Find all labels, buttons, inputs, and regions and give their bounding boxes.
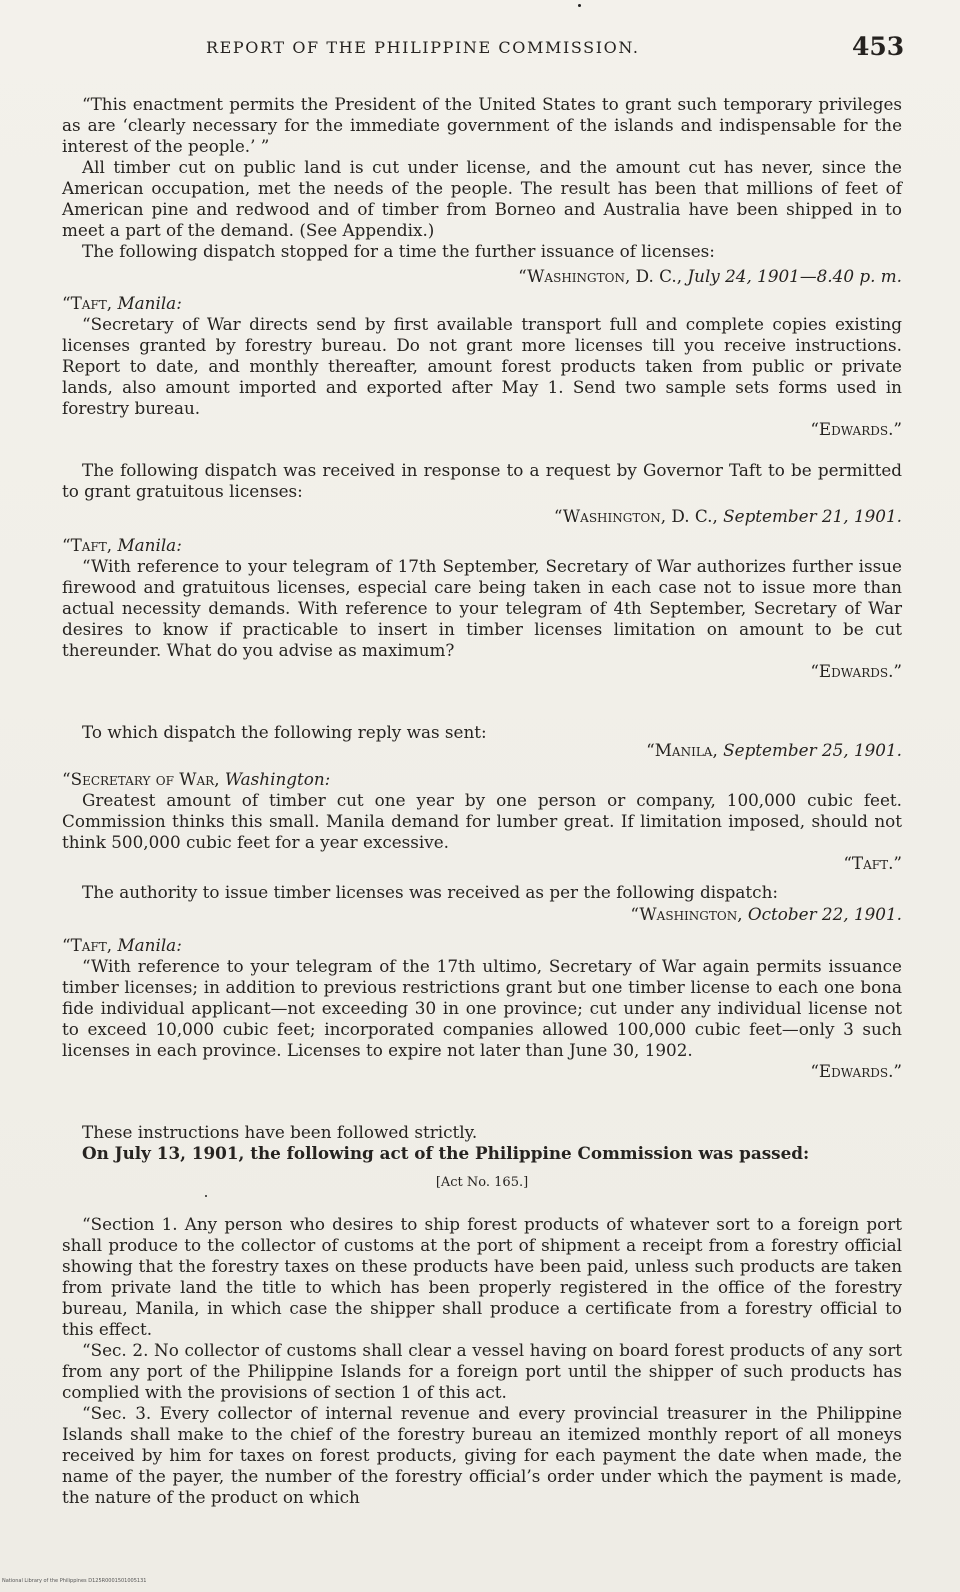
act-title: [Act No. 165.] <box>435 1175 529 1190</box>
dispatch-october-22 <box>62 904 902 1082</box>
address-place: Manila: <box>117 935 182 955</box>
dispatch-body: “Secretary of War directs send by first available transport full and complete copies existing licenses granted by forestry bureau. Do not grant more licenses till you receive instructions. Report to date, and monthly thereafter, amount forest products taken from public or private lands, also amount imported and exported after May 1. Send two sample sets forms used in forestry bureau. <box>62 314 902 418</box>
scan-speck <box>205 1195 207 1197</box>
paragraph-reply-intro: To which dispatch the following reply was sent: <box>82 722 487 742</box>
dateline-place: “Washington, <box>630 904 743 924</box>
dispatch-signature: “Edwards.” <box>810 1061 902 1081</box>
dateline-date: September 25, 1901. <box>723 740 902 760</box>
dispatch-september-21 <box>62 506 902 682</box>
dispatch-body: “With reference to your telegram of the 17th ultimo, Secretary of War again permits issuance timber licenses; in addition to previous restrictions grant but one timber license to each one bona fide individual applicant—not exceeding 30 in one province; cut under any individual license not to exceed 10,000 cubic feet; incorporated companies allowed 100,000 cubic feet—only 3 such licenses in each province. Licenses to expire not later than June 30, 1902. <box>62 956 902 1060</box>
dateline-date: July 24, 1901—8.40 p. m. <box>687 266 902 286</box>
paragraph-dispatch-intro: The following dispatch stopped for a time the further issuance of licenses: <box>82 241 715 261</box>
address-place: Manila: <box>117 535 182 555</box>
dispatch-address <box>62 293 902 314</box>
dispatch-address <box>62 935 902 956</box>
address-name: “Secretary of War, <box>62 769 220 789</box>
act-title-block <box>62 1172 902 1193</box>
act-section-2: “Sec. 2. No collector of customs shall clear a vessel having on board forest products of any sort from any port of the Philippine Islands for a foreign port until the shipper of such products has complied with the provisions of section 1 of this act. <box>62 1340 902 1402</box>
dispatch-dateline <box>62 904 902 925</box>
address-name: “Taft, <box>62 935 113 955</box>
dispatch-signature: “Edwards.” <box>810 661 902 681</box>
scan-speck <box>578 4 581 7</box>
dispatch-address <box>62 535 902 556</box>
running-head: REPORT OF THE PHILIPPINE COMMISSION. <box>206 38 640 57</box>
dateline-place: “Manila, <box>646 740 718 760</box>
dispatch-dateline <box>62 740 902 761</box>
paragraph-act-passed: On July 13, 1901, the following act of the Philippine Commission was passed: <box>82 1143 810 1163</box>
gratuitous-licenses-intro <box>62 460 902 502</box>
dispatch-address <box>62 769 902 790</box>
dispatch-july-24 <box>62 266 902 440</box>
dispatch-body: Greatest amount of timber cut one year by one person or company, 100,000 cubic feet. Commission thinks this small. Manila demand for lumber great. If limitation imposed, should not think 500,000 cubic feet for a year excessive. <box>62 790 902 852</box>
dispatch-dateline <box>62 506 902 527</box>
paragraph-timber-cut: All timber cut on public land is cut under license, and the amount cut has never, since the American occupation, met the needs of the people. The result has been that millions of feet of American pine and redwood and of timber from Borneo and Australia have been shipped in to meet a part of the demand. (See Appendix.) <box>62 157 902 240</box>
dateline-date: September 21, 1901. <box>723 506 902 526</box>
paragraph-authority: The authority to issue timber licenses was received as per the following dispatch: <box>82 882 779 902</box>
address-name: “Taft, <box>62 535 113 555</box>
archive-footer: National Library of the Philippines D125R0001501005131 <box>2 1578 147 1584</box>
dispatch-signature: “Taft.” <box>843 853 902 873</box>
dateline-place: “Washington, D. C., <box>518 266 683 286</box>
act-section-1: “Section 1. Any person who desires to ship forest products of whatever sort to a foreign port shall produce to the collector of customs at the port of shipment a receipt from a forestry official showing that the forestry taxes on these products have been paid, unless such products are taken from private land the title to which has been properly registered in the office of the forestry bureau, Manila, in which case the shipper shall produce a certificate from a forestry official to this effect. <box>62 1214 902 1339</box>
address-place: Washington: <box>224 769 331 789</box>
dispatch-september-25 <box>62 740 902 874</box>
address-place: Manila: <box>117 293 182 313</box>
dateline-place: “Washington, D. C., <box>553 506 718 526</box>
paragraph-instructions-followed: These instructions have been followed strictly. <box>82 1122 478 1142</box>
paragraph-gratuitous-request: The following dispatch was received in response to a request by Governor Taft to be permitted to grant gratuitous licenses: <box>62 460 902 501</box>
paragraph-enactment: “This enactment permits the President of the United States to grant such temporary privileges as are ‘clearly necessary for the immediate government of the islands and indispensable for the interest of the people.’ ” <box>62 94 902 156</box>
authority-intro <box>62 882 902 903</box>
dispatch-signature: “Edwards.” <box>810 419 902 439</box>
dispatch-dateline <box>62 266 902 287</box>
dispatch-body: “With reference to your telegram of 17th September, Secretary of War authorizes further issue firewood and gratuitous licenses, especial care being taken in each case not to issue more than actual necessity demands. With reference to your telegram of 4th September, Secretary of War desires to know if practicable to insert in timber licenses limitation on amount to be cut thereunder. What do you advise as maximum? <box>62 556 902 660</box>
act-sections <box>62 1214 902 1508</box>
address-name: “Taft, <box>62 293 113 313</box>
opening-section <box>62 94 902 262</box>
act-section-3: “Sec. 3. Every collector of internal revenue and every provincial treasurer in the Philippine Islands shall make to the chief of the forestry bureau an itemized monthly report of all moneys received by him for taxes on forest products, giving for each payment the date when made, the name of the payer, the number of the forestry official’s order under which the payment is made, the nature of the product on which <box>62 1403 902 1507</box>
act-intro <box>62 1122 902 1164</box>
dateline-date: October 22, 1901. <box>747 904 902 924</box>
page-number: 453 <box>852 32 905 61</box>
